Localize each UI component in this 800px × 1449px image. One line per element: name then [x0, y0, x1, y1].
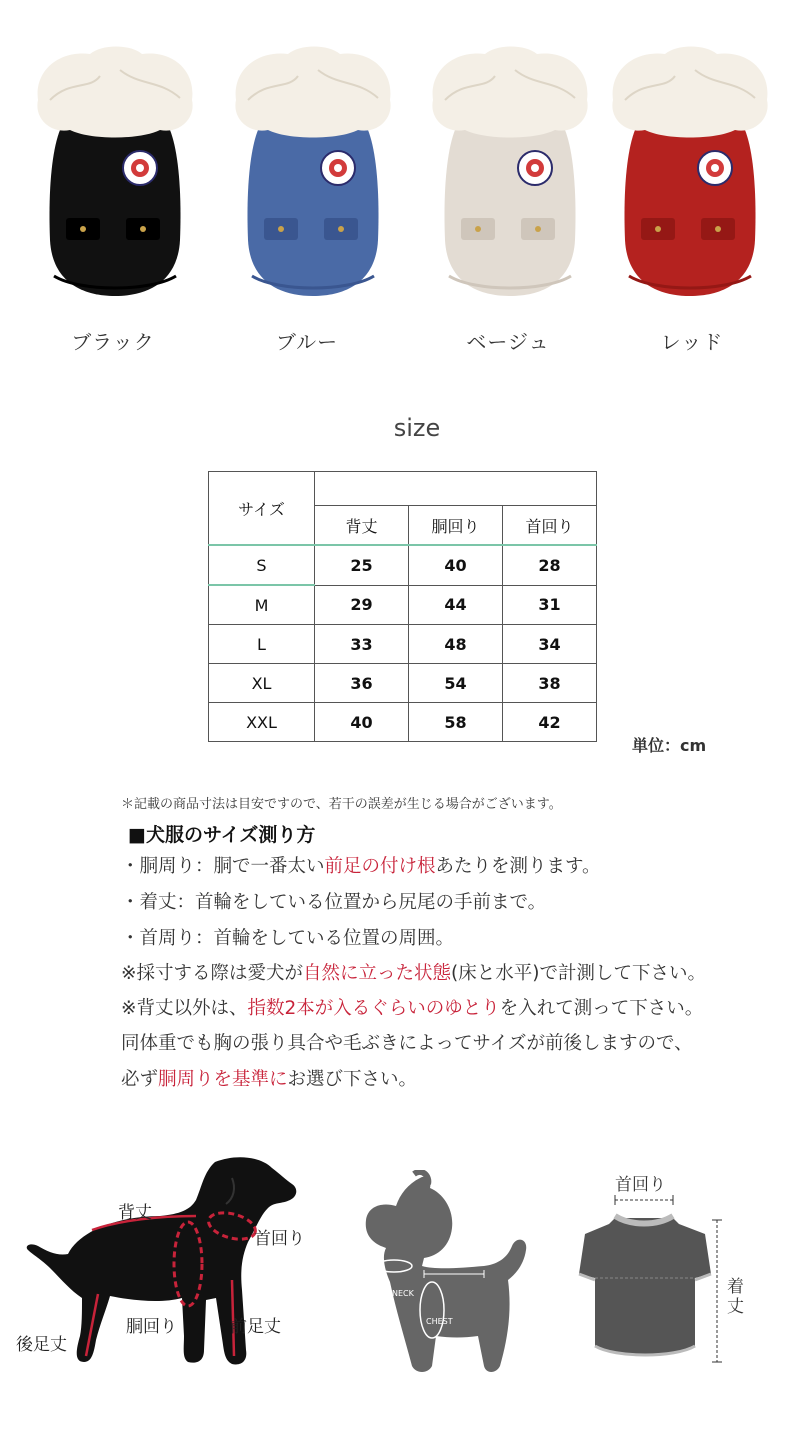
size-cell: M: [209, 585, 315, 625]
disclaimer-text: ＊記載の商品寸法は目安ですので、若干の誤差が生じる場合がございます。: [121, 797, 562, 812]
measure-heading: ■犬服のサイズ測り方: [128, 824, 316, 846]
note-neck: ・首周り：首輪をしている位置の周囲。: [121, 928, 455, 949]
note-text: ※背丈以外は、: [121, 998, 248, 1019]
label-sweater-length-2: 丈: [727, 1297, 744, 1317]
label-neck: 首回り: [254, 1229, 305, 1249]
value-cell: 25: [315, 545, 409, 585]
table-row: [209, 545, 597, 585]
coat-beige-image: [425, 40, 595, 310]
value-cell: 31: [503, 585, 597, 625]
size-cell: S: [209, 545, 315, 585]
note-text: お選び下さい。: [287, 1069, 418, 1090]
table-header-size: サイズ: [209, 472, 315, 546]
table-header-neck: 首回り: [503, 506, 597, 546]
coat-body: [247, 130, 378, 296]
size-table: [208, 471, 597, 742]
color-label-black: ブラック: [71, 330, 155, 354]
note-standing: [121, 959, 706, 985]
coat-body: [444, 130, 575, 296]
label-back-length: 背丈: [118, 1203, 152, 1223]
value-cell: 40: [409, 545, 503, 585]
coat-body: [49, 130, 180, 296]
label-hind-leg: 後足丈: [16, 1335, 67, 1355]
note-allowance: [121, 994, 703, 1020]
note-text: を入れて測って下さい。: [499, 998, 704, 1019]
note-highlight: 自然に立った状態: [303, 963, 452, 984]
note-chest: [121, 852, 601, 878]
color-label-blue: ブルー: [275, 330, 339, 354]
size-cell: L: [209, 625, 315, 664]
table-row: [209, 585, 597, 625]
sweater-diagram: [575, 1170, 765, 1370]
value-cell: 54: [409, 664, 503, 703]
cartoon-dog-diagram: [360, 1170, 540, 1380]
note-highlight: 胴周りを基準に: [158, 1069, 288, 1090]
coat-blue-image: [228, 40, 398, 310]
label-chest: 胴回り: [126, 1317, 177, 1337]
value-cell: 42: [503, 703, 597, 742]
table-row: [209, 664, 597, 703]
note-length: ・着丈：首輪をしている位置から尻尾の手前まで。: [121, 892, 547, 913]
value-cell: 28: [503, 545, 597, 585]
note-choose: [121, 1065, 417, 1091]
note-text: 必ず: [121, 1069, 159, 1090]
note-text: (床と水平)で計測して下さい。: [451, 963, 706, 984]
value-cell: 34: [503, 625, 597, 664]
coat-black-image: [30, 40, 200, 310]
note-highlight: 指数2本が入るぐらいのゆとり: [247, 998, 500, 1019]
value-cell: 29: [315, 585, 409, 625]
note-text: あたりを測ります。: [435, 856, 601, 877]
table-header-chest: 胴回り: [409, 506, 503, 546]
label-front-leg: 前足丈: [230, 1317, 281, 1337]
table-row: [209, 703, 597, 742]
label-sweater-neck: 首回り: [615, 1175, 666, 1195]
value-cell: 58: [409, 703, 503, 742]
table-header-back-length: 背丈: [315, 506, 409, 546]
table-row: [209, 625, 597, 664]
value-cell: 36: [315, 664, 409, 703]
coat-body: [624, 130, 755, 296]
dog-measure-diagram: [10, 1150, 330, 1390]
note-text: ・胴周り：胴で一番太い: [121, 856, 325, 877]
value-cell: 38: [503, 664, 597, 703]
value-cell: 33: [315, 625, 409, 664]
size-cell: XXL: [209, 703, 315, 742]
value-cell: 44: [409, 585, 503, 625]
note-highlight: 前足の付け根: [324, 856, 436, 877]
label-sweater-length-1: 着: [727, 1277, 744, 1297]
color-label-beige: ベージュ: [466, 330, 550, 354]
unit-label: 単位：cm: [632, 736, 707, 755]
label-length-en: LENGTH: [424, 1259, 457, 1268]
table-header-blank: [315, 472, 597, 506]
value-cell: 48: [409, 625, 503, 664]
label-chest-en: CHEST: [426, 1317, 453, 1326]
note-text: ※採寸する際は愛犬が: [121, 963, 304, 984]
label-neck-en: NECK: [392, 1289, 414, 1298]
color-label-red: レッド: [660, 330, 724, 354]
note-weight: 同体重でも胸の張り具合や毛ぶきによってサイズが前後しますので、: [121, 1033, 693, 1054]
coat-red-image: [605, 40, 775, 310]
size-cell: XL: [209, 664, 315, 703]
value-cell: 40: [315, 703, 409, 742]
size-title: size: [393, 414, 441, 442]
